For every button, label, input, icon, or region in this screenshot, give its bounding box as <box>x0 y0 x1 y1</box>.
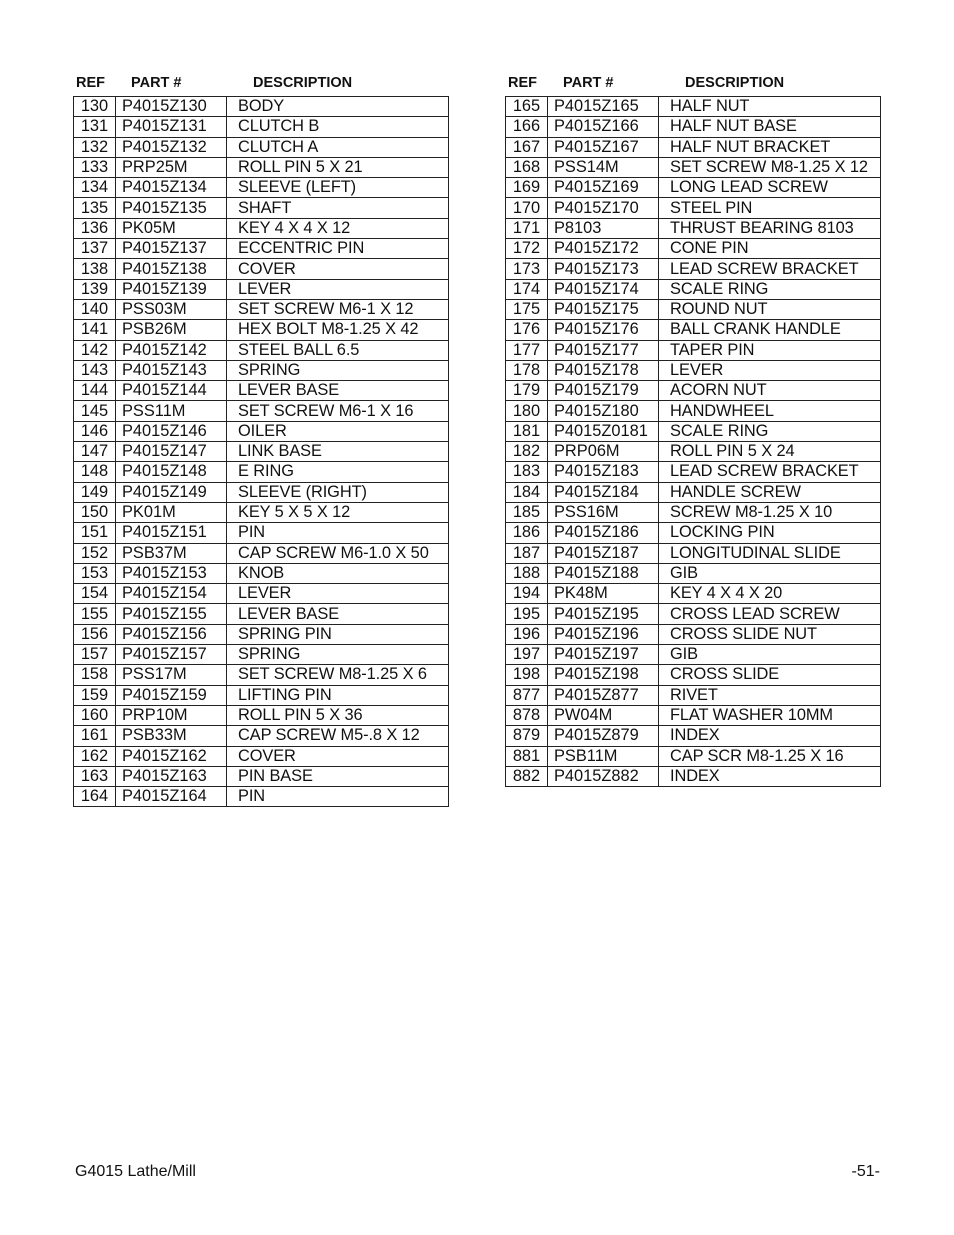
part-number-cell: P4015Z132 <box>116 137 227 157</box>
ref-cell: 183 <box>506 462 548 482</box>
part-number-cell: P4015Z159 <box>116 685 227 705</box>
table-row <box>506 218 881 238</box>
description-cell: SHAFT <box>227 198 449 218</box>
part-number-cell: P4015Z148 <box>116 462 227 482</box>
ref-cell: 144 <box>74 381 116 401</box>
table-row <box>506 523 881 543</box>
table-row <box>74 726 449 746</box>
parts-list-left <box>73 73 450 807</box>
table-row <box>74 381 449 401</box>
table-row <box>74 584 449 604</box>
ref-cell: 158 <box>74 665 116 685</box>
part-number-cell: PSB37M <box>116 543 227 563</box>
ref-cell: 132 <box>74 137 116 157</box>
table-row <box>506 563 881 583</box>
description-cell: HANDWHEEL <box>659 401 881 421</box>
part-number-cell: P4015Z153 <box>116 563 227 583</box>
table-row <box>74 482 449 502</box>
table-row <box>506 299 881 319</box>
ref-cell: 195 <box>506 604 548 624</box>
table-header-left <box>73 73 450 96</box>
parts-list-right <box>505 73 882 787</box>
description-cell: BALL CRANK HANDLE <box>659 320 881 340</box>
table-row <box>74 523 449 543</box>
description-cell: KEY 4 X 4 X 12 <box>227 218 449 238</box>
table-row <box>74 360 449 380</box>
part-number-cell: PSB26M <box>116 320 227 340</box>
table-row <box>74 401 449 421</box>
ref-cell: 878 <box>506 705 548 725</box>
parts-table-left <box>73 96 449 807</box>
description-cell: INDEX <box>659 726 881 746</box>
description-cell: HEX BOLT M8-1.25 X 42 <box>227 320 449 340</box>
ref-cell: 879 <box>506 726 548 746</box>
part-number-cell: P4015Z165 <box>548 97 659 117</box>
ref-cell: 153 <box>74 563 116 583</box>
description-cell: ROLL PIN 5 X 24 <box>659 442 881 462</box>
ref-cell: 131 <box>74 117 116 137</box>
description-cell: CLUTCH A <box>227 137 449 157</box>
ref-cell: 147 <box>74 442 116 462</box>
table-row <box>74 787 449 807</box>
description-cell: ROUND NUT <box>659 299 881 319</box>
table-row <box>74 563 449 583</box>
footer-page-number: -51- <box>851 1163 880 1180</box>
description-cell: CONE PIN <box>659 239 881 259</box>
description-cell: CROSS SLIDE <box>659 665 881 685</box>
table-row <box>506 259 881 279</box>
description-cell: ACORN NUT <box>659 381 881 401</box>
description-cell: PIN BASE <box>227 766 449 786</box>
ref-cell: 194 <box>506 584 548 604</box>
ref-cell: 149 <box>74 482 116 502</box>
ref-cell: 137 <box>74 239 116 259</box>
table-row <box>506 624 881 644</box>
header-description: DESCRIPTION <box>253 75 353 91</box>
table-row <box>74 442 449 462</box>
ref-cell: 159 <box>74 685 116 705</box>
description-cell: ECCENTRIC PIN <box>227 239 449 259</box>
description-cell: LEVER <box>659 360 881 380</box>
table-row <box>506 604 881 624</box>
table-row <box>74 137 449 157</box>
part-number-cell: PRP25M <box>116 157 227 177</box>
part-number-cell: PSS03M <box>116 299 227 319</box>
description-cell: E RING <box>227 462 449 482</box>
part-number-cell: PK48M <box>548 584 659 604</box>
part-number-cell: P4015Z164 <box>116 787 227 807</box>
part-number-cell: PSS17M <box>116 665 227 685</box>
table-row <box>74 320 449 340</box>
part-number-cell: P4015Z184 <box>548 482 659 502</box>
ref-cell: 142 <box>74 340 116 360</box>
part-number-cell: P4015Z146 <box>116 421 227 441</box>
ref-cell: 184 <box>506 482 548 502</box>
part-number-cell: P4015Z178 <box>548 360 659 380</box>
description-cell: SPRING <box>227 360 449 380</box>
part-number-cell: P4015Z198 <box>548 665 659 685</box>
ref-cell: 188 <box>506 563 548 583</box>
description-cell: LEVER BASE <box>227 381 449 401</box>
table-row <box>74 157 449 177</box>
ref-cell: 196 <box>506 624 548 644</box>
description-cell: LOCKING PIN <box>659 523 881 543</box>
description-cell: STEEL BALL 6.5 <box>227 340 449 360</box>
table-row <box>506 360 881 380</box>
table-row <box>506 726 881 746</box>
description-cell: SLEEVE (RIGHT) <box>227 482 449 502</box>
part-number-cell: P4015Z147 <box>116 442 227 462</box>
ref-cell: 171 <box>506 218 548 238</box>
part-number-cell: P4015Z154 <box>116 584 227 604</box>
table-row <box>74 421 449 441</box>
table-row <box>506 645 881 665</box>
part-number-cell: P4015Z139 <box>116 279 227 299</box>
ref-cell: 145 <box>74 401 116 421</box>
ref-cell: 179 <box>506 381 548 401</box>
part-number-cell: P4015Z151 <box>116 523 227 543</box>
part-number-cell: P4015Z177 <box>548 340 659 360</box>
description-cell: SPRING PIN <box>227 624 449 644</box>
ref-cell: 185 <box>506 502 548 522</box>
description-cell: TAPER PIN <box>659 340 881 360</box>
part-number-cell: PK01M <box>116 502 227 522</box>
description-cell: LINK BASE <box>227 442 449 462</box>
description-cell: GIB <box>659 645 881 665</box>
description-cell: LEAD SCREW BRACKET <box>659 462 881 482</box>
description-cell: THRUST BEARING 8103 <box>659 218 881 238</box>
description-cell: KEY 4 X 4 X 20 <box>659 584 881 604</box>
description-cell: FLAT WASHER 10MM <box>659 705 881 725</box>
table-row <box>506 543 881 563</box>
ref-cell: 148 <box>74 462 116 482</box>
part-number-cell: P4015Z142 <box>116 340 227 360</box>
table-row <box>506 239 881 259</box>
table-row <box>506 665 881 685</box>
part-number-cell: PSB33M <box>116 726 227 746</box>
part-number-cell: PSS16M <box>548 502 659 522</box>
description-cell: HALF NUT BASE <box>659 117 881 137</box>
table-row <box>74 198 449 218</box>
part-number-cell: P4015Z134 <box>116 178 227 198</box>
ref-cell: 139 <box>74 279 116 299</box>
description-cell: CAP SCREW M5-.8 X 12 <box>227 726 449 746</box>
description-cell: KNOB <box>227 563 449 583</box>
table-row <box>506 401 881 421</box>
part-number-cell: PRP10M <box>116 705 227 725</box>
description-cell: CAP SCR M8-1.25 X 16 <box>659 746 881 766</box>
table-row <box>506 482 881 502</box>
part-number-cell: P8103 <box>548 218 659 238</box>
description-cell: BODY <box>227 97 449 117</box>
description-cell: STEEL PIN <box>659 198 881 218</box>
ref-cell: 138 <box>74 259 116 279</box>
part-number-cell: P4015Z130 <box>116 97 227 117</box>
ref-cell: 135 <box>74 198 116 218</box>
table-row <box>506 117 881 137</box>
header-description: DESCRIPTION <box>685 75 785 91</box>
ref-cell: 164 <box>74 787 116 807</box>
ref-cell: 146 <box>74 421 116 441</box>
description-cell: PIN <box>227 523 449 543</box>
ref-cell: 178 <box>506 360 548 380</box>
table-row <box>74 746 449 766</box>
table-row <box>506 462 881 482</box>
ref-cell: 882 <box>506 766 548 786</box>
part-number-cell: P4015Z180 <box>548 401 659 421</box>
ref-cell: 174 <box>506 279 548 299</box>
description-cell: SCALE RING <box>659 421 881 441</box>
part-number-cell: P4015Z167 <box>548 137 659 157</box>
part-number-cell: PW04M <box>548 705 659 725</box>
table-row <box>74 705 449 725</box>
description-cell: HALF NUT BRACKET <box>659 137 881 157</box>
table-row <box>506 137 881 157</box>
description-cell: CLUTCH B <box>227 117 449 137</box>
ref-cell: 162 <box>74 746 116 766</box>
description-cell: HALF NUT <box>659 97 881 117</box>
description-cell: LEVER <box>227 584 449 604</box>
description-cell: LONGITUDINAL SLIDE <box>659 543 881 563</box>
table-row <box>74 665 449 685</box>
description-cell: OILER <box>227 421 449 441</box>
part-number-cell: P4015Z179 <box>548 381 659 401</box>
ref-cell: 154 <box>74 584 116 604</box>
table-header-right <box>505 73 882 96</box>
table-row <box>74 624 449 644</box>
ref-cell: 155 <box>74 604 116 624</box>
ref-cell: 881 <box>506 746 548 766</box>
ref-cell: 187 <box>506 543 548 563</box>
part-number-cell: P4015Z131 <box>116 117 227 137</box>
table-row <box>506 442 881 462</box>
part-number-cell: P4015Z879 <box>548 726 659 746</box>
description-cell: CROSS LEAD SCREW <box>659 604 881 624</box>
description-cell: LEAD SCREW BRACKET <box>659 259 881 279</box>
description-cell: SET SCREW M8-1.25 X 12 <box>659 157 881 177</box>
ref-cell: 160 <box>74 705 116 725</box>
footer-model: G4015 Lathe/Mill <box>75 1163 196 1180</box>
ref-cell: 180 <box>506 401 548 421</box>
ref-cell: 157 <box>74 645 116 665</box>
part-number-cell: PSB11M <box>548 746 659 766</box>
ref-cell: 198 <box>506 665 548 685</box>
ref-cell: 156 <box>74 624 116 644</box>
part-number-cell: PSS14M <box>548 157 659 177</box>
ref-cell: 173 <box>506 259 548 279</box>
table-row <box>506 381 881 401</box>
ref-cell: 877 <box>506 685 548 705</box>
table-row <box>74 340 449 360</box>
ref-cell: 150 <box>74 502 116 522</box>
part-number-cell: P4015Z173 <box>548 259 659 279</box>
part-number-cell: P4015Z170 <box>548 198 659 218</box>
table-row <box>506 340 881 360</box>
ref-cell: 172 <box>506 239 548 259</box>
part-number-cell: P4015Z138 <box>116 259 227 279</box>
ref-cell: 167 <box>506 137 548 157</box>
ref-cell: 175 <box>506 299 548 319</box>
description-cell: SCREW M8-1.25 X 10 <box>659 502 881 522</box>
part-number-cell: P4015Z183 <box>548 462 659 482</box>
description-cell: GIB <box>659 563 881 583</box>
part-number-cell: P4015Z155 <box>116 604 227 624</box>
table-row <box>74 766 449 786</box>
description-cell: SET SCREW M6-1 X 12 <box>227 299 449 319</box>
table-row <box>506 705 881 725</box>
description-cell: CAP SCREW M6-1.0 X 50 <box>227 543 449 563</box>
ref-cell: 181 <box>506 421 548 441</box>
ref-cell: 165 <box>506 97 548 117</box>
part-number-cell: P4015Z176 <box>548 320 659 340</box>
ref-cell: 141 <box>74 320 116 340</box>
description-cell: COVER <box>227 746 449 766</box>
table-row <box>506 746 881 766</box>
description-cell: SET SCREW M8-1.25 X 6 <box>227 665 449 685</box>
part-number-cell: P4015Z156 <box>116 624 227 644</box>
description-cell: SLEEVE (LEFT) <box>227 178 449 198</box>
table-row <box>506 178 881 198</box>
table-row <box>506 766 881 786</box>
description-cell: PIN <box>227 787 449 807</box>
part-number-cell: P4015Z0181 <box>548 421 659 441</box>
ref-cell: 186 <box>506 523 548 543</box>
part-number-cell: P4015Z157 <box>116 645 227 665</box>
part-number-cell: PRP06M <box>548 442 659 462</box>
part-number-cell: P4015Z197 <box>548 645 659 665</box>
ref-cell: 130 <box>74 97 116 117</box>
header-part: PART # <box>131 75 182 91</box>
part-number-cell: P4015Z175 <box>548 299 659 319</box>
part-number-cell: P4015Z137 <box>116 239 227 259</box>
table-row <box>506 97 881 117</box>
description-cell: CROSS SLIDE NUT <box>659 624 881 644</box>
table-row <box>74 645 449 665</box>
table-row <box>74 97 449 117</box>
description-cell: RIVET <box>659 685 881 705</box>
description-cell: HANDLE SCREW <box>659 482 881 502</box>
table-row <box>506 685 881 705</box>
part-number-cell: PK05M <box>116 218 227 238</box>
description-cell: LEVER BASE <box>227 604 449 624</box>
table-row <box>74 462 449 482</box>
ref-cell: 168 <box>506 157 548 177</box>
table-row <box>74 117 449 137</box>
parts-table-right <box>505 96 881 787</box>
part-number-cell: PSS11M <box>116 401 227 421</box>
part-number-cell: P4015Z186 <box>548 523 659 543</box>
ref-cell: 151 <box>74 523 116 543</box>
ref-cell: 143 <box>74 360 116 380</box>
table-row <box>506 198 881 218</box>
header-ref: REF <box>508 75 537 91</box>
description-cell: COVER <box>227 259 449 279</box>
part-number-cell: P4015Z188 <box>548 563 659 583</box>
ref-cell: 176 <box>506 320 548 340</box>
header-ref: REF <box>76 75 105 91</box>
part-number-cell: P4015Z174 <box>548 279 659 299</box>
part-number-cell: P4015Z882 <box>548 766 659 786</box>
table-row <box>74 299 449 319</box>
ref-cell: 133 <box>74 157 116 177</box>
description-cell: INDEX <box>659 766 881 786</box>
ref-cell: 134 <box>74 178 116 198</box>
description-cell: ROLL PIN 5 X 21 <box>227 157 449 177</box>
table-row <box>74 259 449 279</box>
description-cell: LEVER <box>227 279 449 299</box>
part-number-cell: P4015Z162 <box>116 746 227 766</box>
ref-cell: 166 <box>506 117 548 137</box>
ref-cell: 161 <box>74 726 116 746</box>
table-row <box>506 279 881 299</box>
description-cell: LIFTING PIN <box>227 685 449 705</box>
header-part: PART # <box>563 75 614 91</box>
part-number-cell: P4015Z877 <box>548 685 659 705</box>
table-row <box>506 421 881 441</box>
ref-cell: 169 <box>506 178 548 198</box>
ref-cell: 197 <box>506 645 548 665</box>
table-row <box>74 239 449 259</box>
part-number-cell: P4015Z195 <box>548 604 659 624</box>
table-row <box>506 584 881 604</box>
table-row <box>74 279 449 299</box>
ref-cell: 182 <box>506 442 548 462</box>
table-row <box>506 157 881 177</box>
part-number-cell: P4015Z143 <box>116 360 227 380</box>
description-cell: SPRING <box>227 645 449 665</box>
table-row <box>74 502 449 522</box>
part-number-cell: P4015Z163 <box>116 766 227 786</box>
part-number-cell: P4015Z169 <box>548 178 659 198</box>
part-number-cell: P4015Z144 <box>116 381 227 401</box>
table-row <box>74 218 449 238</box>
part-number-cell: P4015Z196 <box>548 624 659 644</box>
ref-cell: 163 <box>74 766 116 786</box>
ref-cell: 136 <box>74 218 116 238</box>
part-number-cell: P4015Z166 <box>548 117 659 137</box>
description-cell: ROLL PIN 5 X 36 <box>227 705 449 725</box>
table-row <box>74 543 449 563</box>
table-row <box>506 320 881 340</box>
description-cell: LONG LEAD SCREW <box>659 178 881 198</box>
ref-cell: 170 <box>506 198 548 218</box>
part-number-cell: P4015Z135 <box>116 198 227 218</box>
table-row <box>506 502 881 522</box>
description-cell: KEY 5 X 5 X 12 <box>227 502 449 522</box>
ref-cell: 152 <box>74 543 116 563</box>
table-row <box>74 685 449 705</box>
part-number-cell: P4015Z149 <box>116 482 227 502</box>
ref-cell: 140 <box>74 299 116 319</box>
table-row <box>74 604 449 624</box>
description-cell: SET SCREW M6-1 X 16 <box>227 401 449 421</box>
part-number-cell: P4015Z172 <box>548 239 659 259</box>
description-cell: SCALE RING <box>659 279 881 299</box>
ref-cell: 177 <box>506 340 548 360</box>
table-row <box>74 178 449 198</box>
part-number-cell: P4015Z187 <box>548 543 659 563</box>
